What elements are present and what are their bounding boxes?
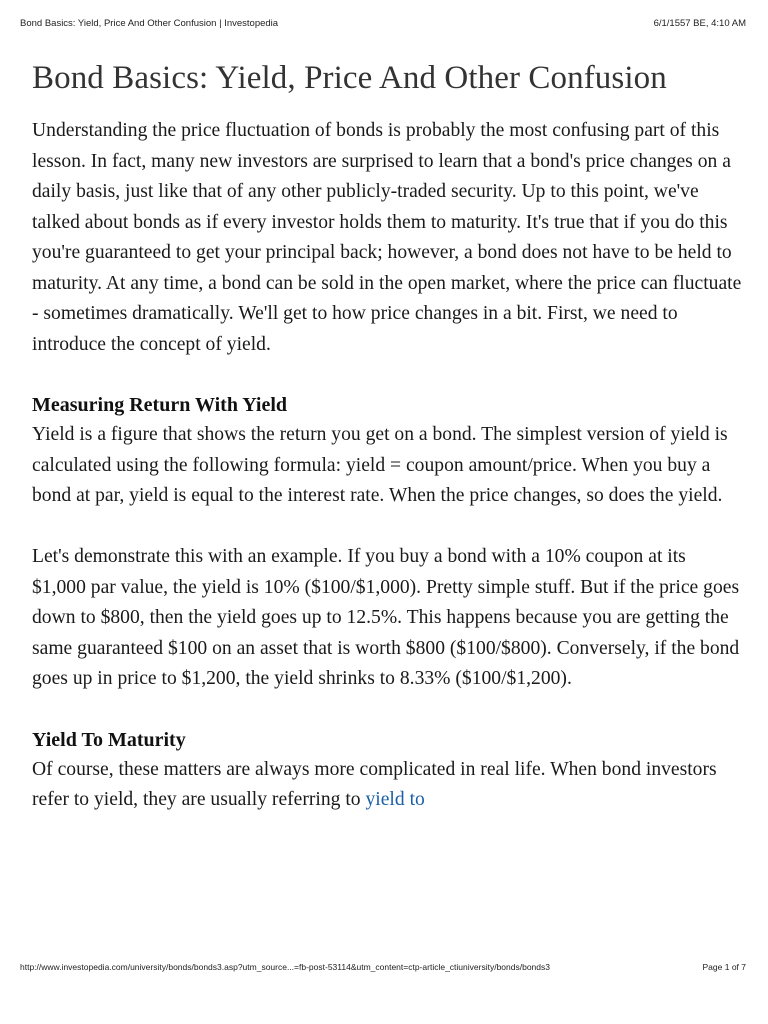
- section-paragraph: [32, 755, 744, 816]
- print-footer: [20, 962, 746, 974]
- article-title: Bond Basics: Yield, Price And Other Confusion: [32, 60, 667, 96]
- section-paragraph: Let's demonstrate this with an example. If you buy a bond with a 10% coupon at its $1,000 par value, the yield is 10% ($100/$1,000). Pretty simple stuff. But if the price goes down to $800, then the yield goes up to 12.5%. This happens because you are getting the same guaranteed $100 on an asset that is worth $800 ($100/$800). Conversely, if the bond goes up in price to $1,200, the yield shrinks to 8.33% ($100/$1,200).: [32, 546, 740, 689]
- page-url: http://www.investopedia.com/university/bonds/bonds3.asp?utm_source...=fb-post-53114&utm_content=ctp-article_ctiuniversity/bonds/bonds3: [20, 962, 550, 972]
- print-header: [20, 18, 746, 32]
- section-paragraph: Yield is a figure that shows the return you get on a bond. The simplest version of yield is calculated using the following formula: yield = coupon amount/price. When you buy a bond at par, yield is equal to the interest rate. When the price changes, so does the yield.: [32, 424, 728, 506]
- paragraph-text: Of course, these matters are always more complicated in real life. When bond investors refer to yield, they are usually referring to: [32, 758, 717, 810]
- section-heading-yield-to-maturity: Yield To Maturity: [32, 728, 186, 751]
- page-title-header: Bond Basics: Yield, Price And Other Confusion | Investopedia: [20, 18, 279, 29]
- print-datetime: 6/1/1557 BE, 4:10 AM: [653, 18, 746, 29]
- article: [32, 58, 744, 816]
- page-indicator: Page 1 of 7: [702, 962, 746, 972]
- section-heading-measuring-return: Measuring Return With Yield: [32, 394, 288, 416]
- intro-paragraph: Understanding the price fluctuation of bonds is probably the most confusing part of this lesson. In fact, many new investors are surprised to learn that a bond's price changes on a daily basis, just like that of any other publicly-traded security. Up to this point, we've talked about bonds as if every investor holds them to maturity. It's true that if you do this you're guaranteed to get your principal back; however, a bond does not have to be held to maturity. At any time, a bond can be sold in the open market, where the price can fluctuate - sometimes dramatically. We'll get to how price changes in a bit. First, we need to introduce the concept of yield.: [32, 120, 742, 355]
- yield-to-maturity-link[interactable]: yield to: [365, 789, 425, 810]
